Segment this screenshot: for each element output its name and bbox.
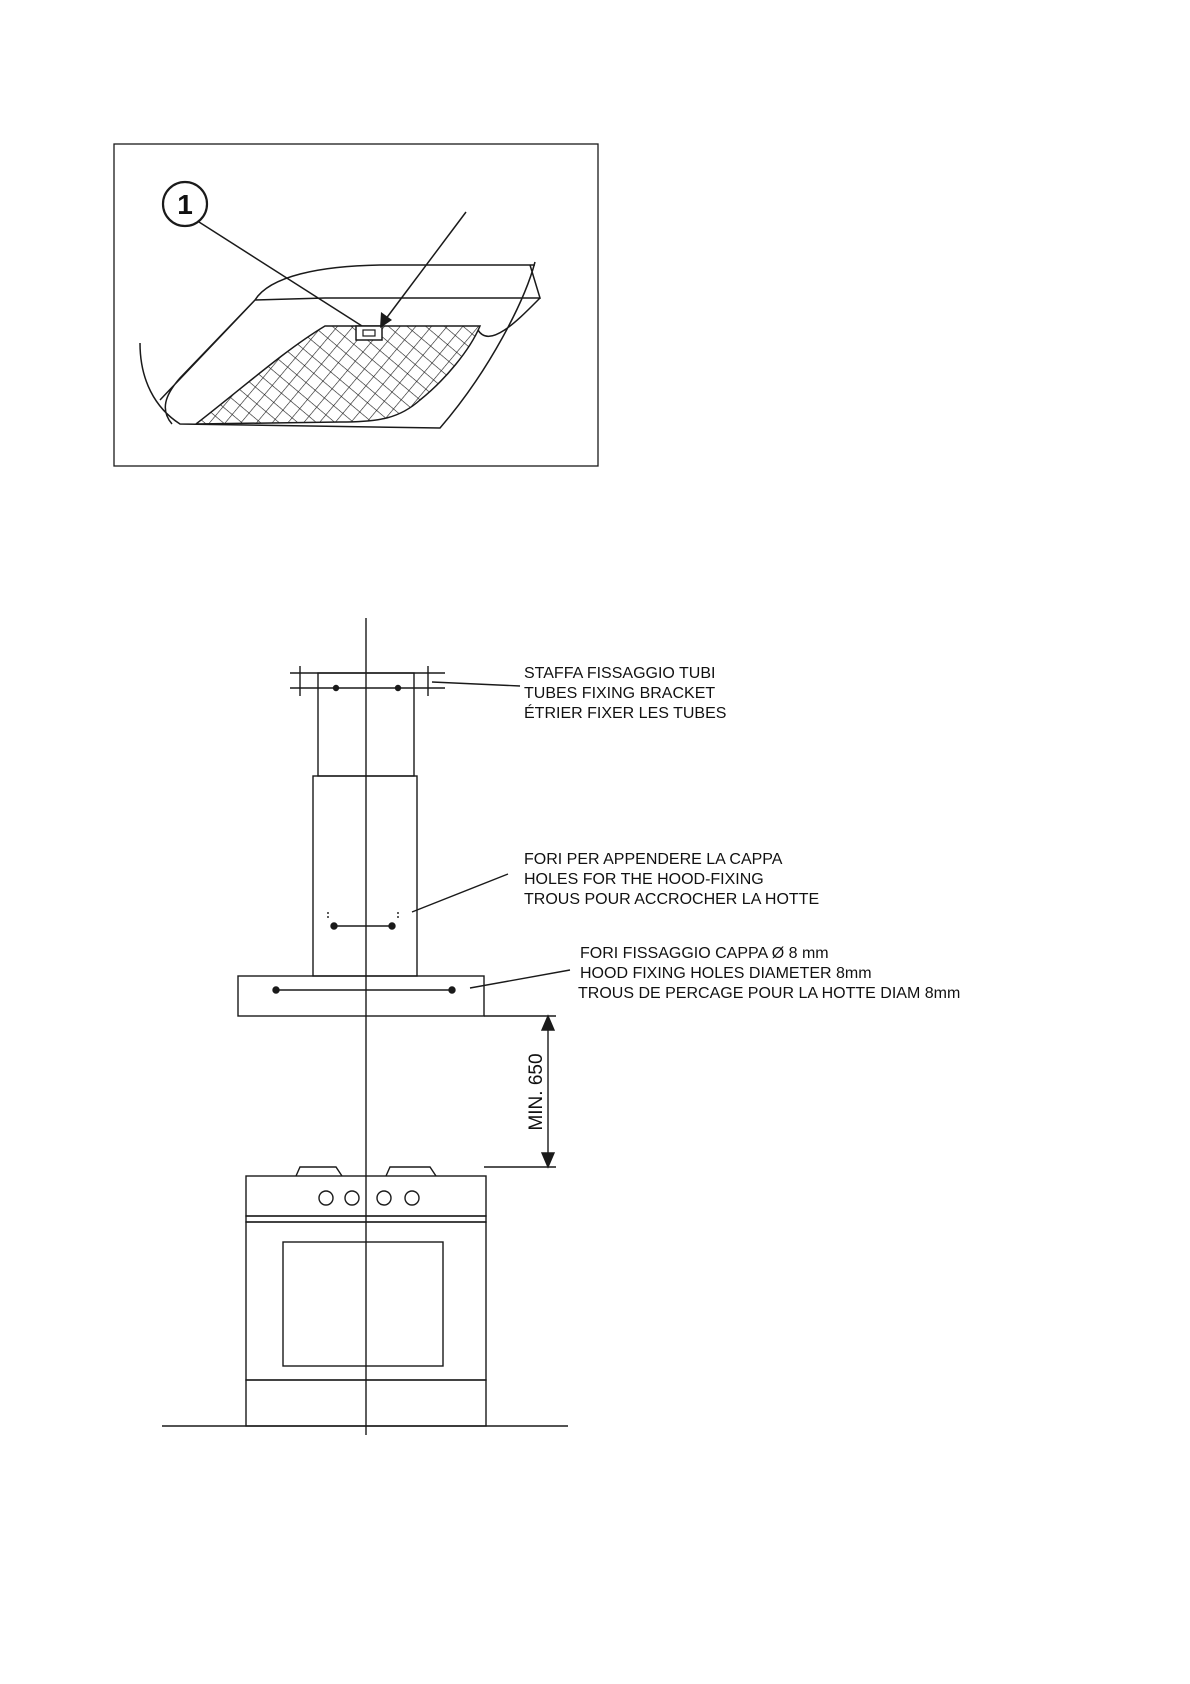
svg-text:TROUS POUR ACCROCHER LA HOTTE: TROUS POUR ACCROCHER LA HOTTE <box>524 891 820 908</box>
svg-text:ÉTRIER FIXER LES TUBES: ÉTRIER FIXER LES TUBES <box>524 705 727 722</box>
tubes-bracket <box>290 666 445 696</box>
hanging-holes-leader <box>412 874 508 912</box>
installation-figure <box>162 618 570 1435</box>
svg-text:FORI FISSAGGIO CAPPA Ø 8 mm: FORI FISSAGGIO CAPPA Ø 8 mm <box>580 945 829 962</box>
cooker-knob <box>345 1191 359 1205</box>
bracket-label <box>524 665 726 722</box>
fixing-holes-leader <box>470 970 570 988</box>
svg-text:HOLES FOR THE HOOD-FIXING: HOLES FOR THE HOOD-FIXING <box>524 871 764 888</box>
svg-text:HOOD FIXING HOLES DIAMETER 8mm: HOOD FIXING HOLES DIAMETER 8mm <box>580 965 872 982</box>
min-distance-label: MIN. 650 <box>526 1053 547 1131</box>
hanging-holes-label <box>524 851 819 908</box>
svg-text:TROUS DE PERCAGE POUR LA HOTTE: TROUS DE PERCAGE POUR LA HOTTE DIAM 8mm <box>578 985 961 1002</box>
fixing-holes-label <box>578 945 960 1002</box>
cooker-knob <box>377 1191 391 1205</box>
filter-mesh <box>196 326 480 424</box>
cooker-knob <box>405 1191 419 1205</box>
handle-arrow <box>385 212 466 320</box>
filter-figure <box>114 144 598 466</box>
lower-chimney <box>313 776 417 976</box>
hood-fixing-holes <box>273 987 455 993</box>
bracket-leader <box>432 682 520 686</box>
hood-canopy <box>238 976 484 1016</box>
callout-number: 1 <box>177 189 193 220</box>
hanging-holes <box>328 912 398 929</box>
svg-text:TUBES FIXING BRACKET: TUBES FIXING BRACKET <box>524 685 716 702</box>
filter-handle <box>356 326 382 340</box>
svg-text:STAFFA FISSAGGIO TUBI: STAFFA FISSAGGIO TUBI <box>524 665 716 682</box>
cooker-knob <box>319 1191 333 1205</box>
svg-text:FORI PER APPENDERE LA CAPPA: FORI PER APPENDERE LA CAPPA <box>524 851 783 868</box>
callout-leader <box>199 222 362 326</box>
